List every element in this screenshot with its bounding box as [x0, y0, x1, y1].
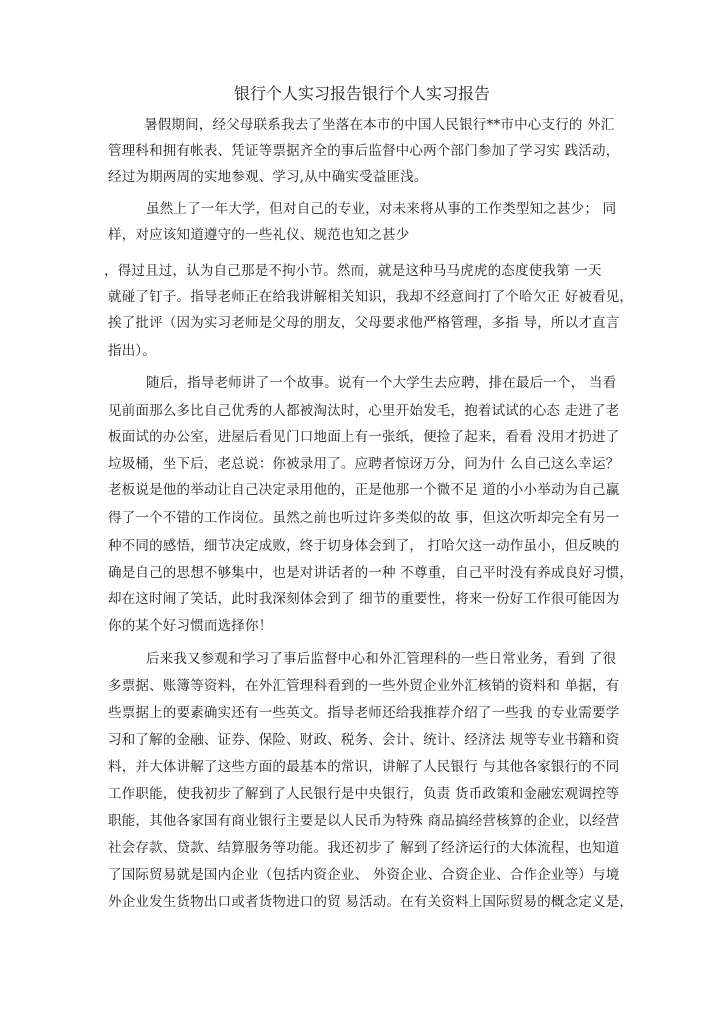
- text-line: 老板说是他的举动让自己决定录用他的，正是他那一个微不足 道的小小举动为自己赢: [108, 482, 620, 498]
- text-line: ，得过且过，认为自己那是不拘小节。然而，就是这种马马虎虎的态度使我第 一天: [104, 263, 602, 279]
- text-line: 外企业发生货物出口或者货物进口的贸 易活动。在有关资料上国际贸易的概念定义是，: [108, 894, 634, 910]
- text-line: 习和了解的金融、证券、保险、财政、税务、会计、统计、经济法 规等专业书籍和资: [108, 732, 620, 748]
- text-line: 你的某个好习惯而选择你！: [108, 618, 273, 634]
- text-line: 随后，指导老师讲了一个故事。说有一个大学生去应聘，排在最后一个， 当看: [146, 375, 617, 391]
- text-line: 确是自己的思想不够集中，也是对讲话者的一种 不尊重，自己平时没有养成良好习惯，: [108, 565, 634, 581]
- text-line: 社会存款、贷款、结算服务等功能。我还初步了 解到了经济运行的大体流程，也知道: [108, 840, 620, 856]
- text-line: 料，并大体讲解了这些方面的最基本的常识，讲解了人民银行 与其他各家银行的不同: [108, 759, 620, 775]
- text-line: 就碰了钉子。指导老师正在给我讲解相关知识，我却不经意间打了个哈欠正 好被看见，: [108, 289, 634, 305]
- text-line: 垃圾桶，坐下后，老总说：你被录用了。应聘者惊讶万分，问为什 么自己这么幸运？: [108, 456, 620, 472]
- text-line: 指出）。: [108, 343, 157, 359]
- text-line: 却在这时闹了笑话，此时我深刻体会到了 细节的重要性，将来一份好工作很可能因为: [108, 591, 620, 607]
- text-line: 经过为期两周的实地参观、学习,从中确实受益匪浅。: [108, 169, 428, 185]
- text-line: 后来我又参观和学习了事后监督中心和外汇管理科的一些日常业务，看到 了很: [146, 651, 617, 667]
- text-line: 工作职能，使我初步了解到了人民银行是中央银行，负责 货币政策和金融宏观调控等: [108, 786, 620, 802]
- text-line: 板面试的办公室，进屋后看见门口地面上有一张纸，便捡了起来，看看 没用才扔进了: [108, 429, 620, 445]
- text-line: 挨了批评（因为实习老师是父母的朋友，父母要求他严格管理，多指 导，所以才直言: [108, 315, 620, 331]
- page-title: 银行个人实习报告银行个人实习报告: [233, 84, 490, 103]
- text-line: 些票据上的要素确实还有一些英文。指导老师还给我推荐介绍了一些我 的专业需要学: [108, 705, 620, 721]
- text-line: 管理科和拥有帐表、凭证等票据齐全的事后监督中心两个部门参加了学习实 践活动，: [108, 143, 620, 159]
- text-line: 虽然上了一年大学，但对自己的专业，对未来将从事的工作类型知之甚少； 同: [146, 201, 617, 217]
- text-line: 种不同的感悟，细节决定成败，终于切身体会到了， 打哈欠这一动作虽小，但反映的: [108, 538, 620, 554]
- text-line: 职能，其他各家国有商业银行主要是以人民币为特殊 商品搞经营核算的企业，以经营: [108, 813, 620, 829]
- text-line: 多票据、账簿等资料，在外汇管理科看到的一些外贸企业外汇核销的资料和 单据，有: [108, 678, 620, 694]
- text-line: 暑假期间，经父母联系我去了坐落在本市的中国人民银行**市中心支行的 外汇: [144, 117, 615, 133]
- text-line: 见前面那么多比自己优秀的人都被淘汰时，心里开始发毛，抱着试试的心态 走进了老: [108, 403, 620, 419]
- text-line: 了国际贸易就是国内企业（包括内资企业、 外资企业、合资企业、合作企业等）与境: [108, 867, 620, 883]
- text-line: 得了一个不错的工作岗位。虽然之前也听过许多类似的故 事，但这次听却完全有另一: [108, 510, 620, 526]
- text-line: 样，对应该知道遵守的一些礼仪、规范也知之甚少: [108, 227, 410, 243]
